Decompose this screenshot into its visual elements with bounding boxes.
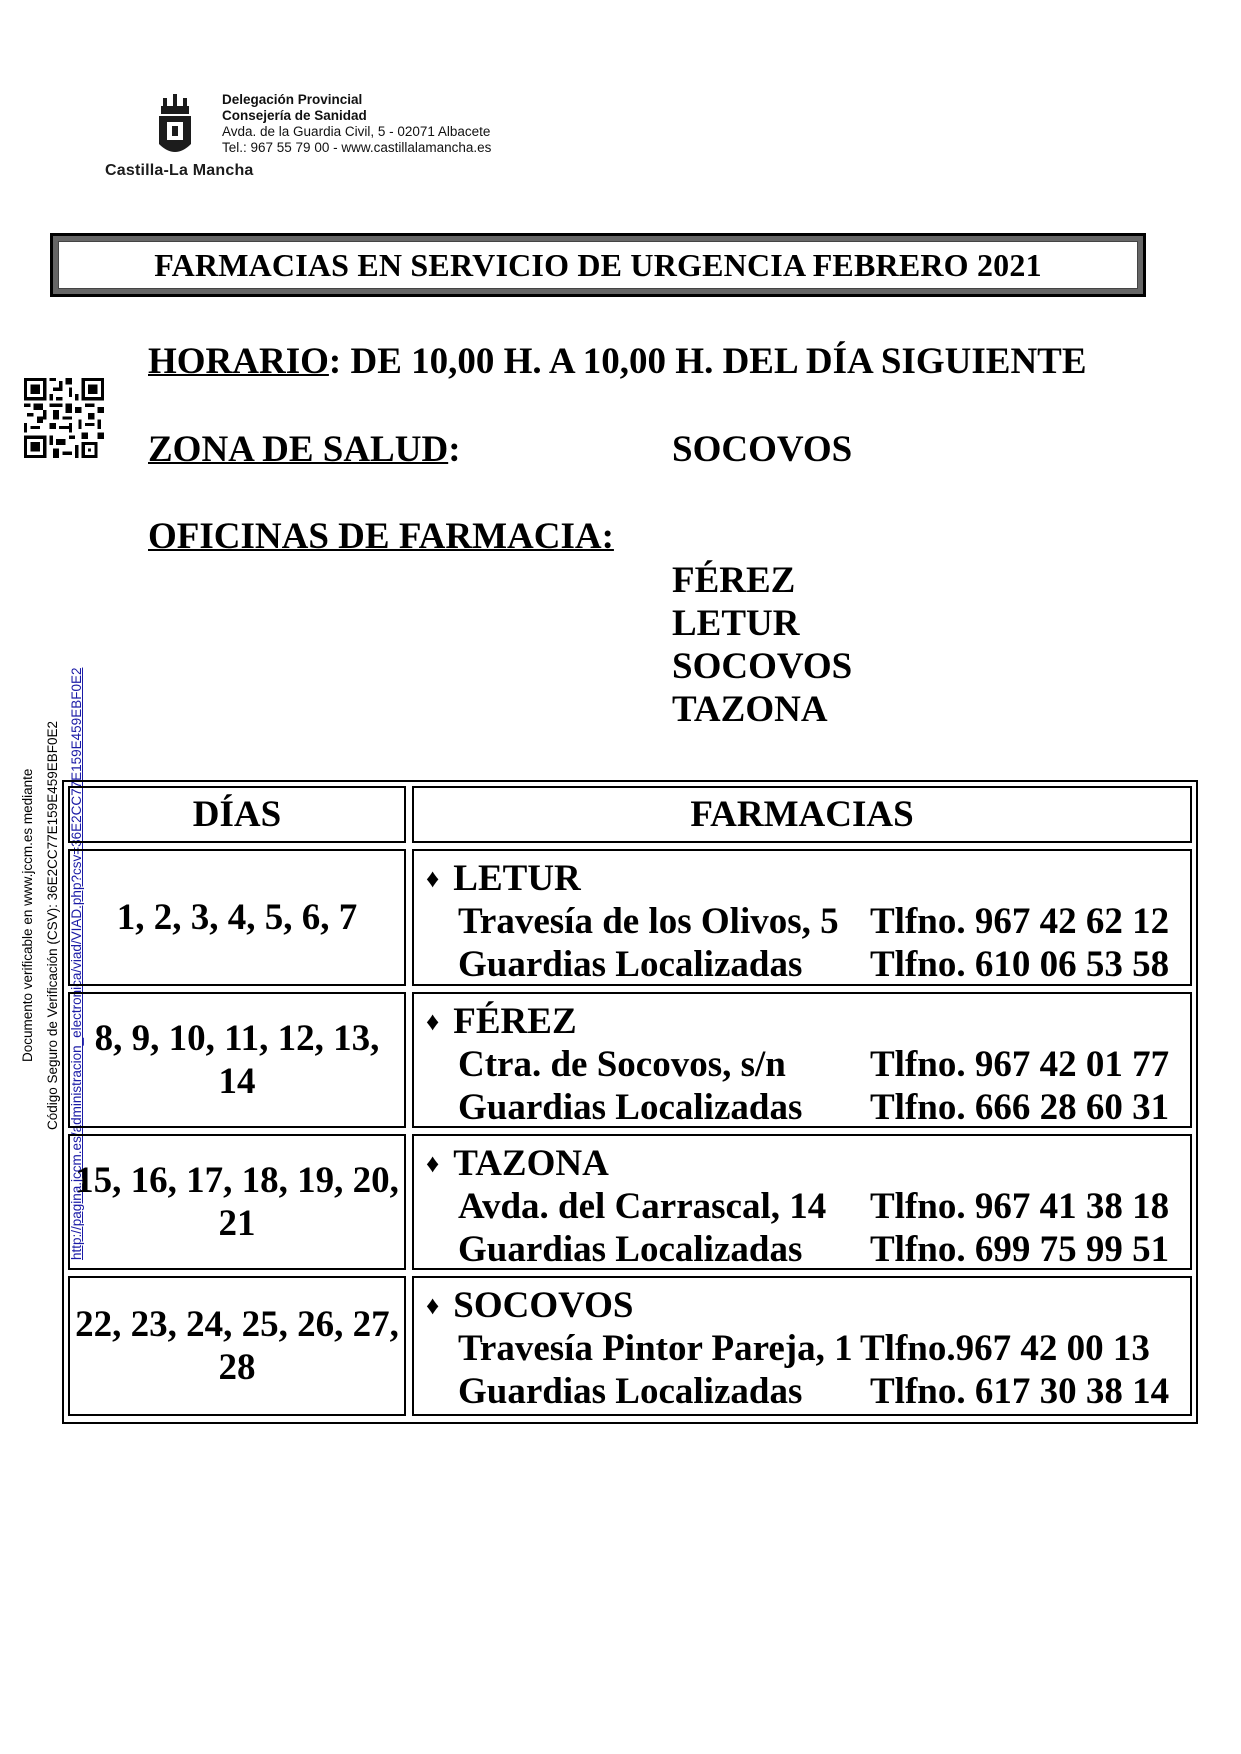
guard-phone: Tlfno. 666 28 60 31 [870,1087,1170,1128]
pharmacy-phone: Tlfno. 967 41 38 18 [870,1186,1170,1227]
pharmacy-address: Ctra. de Socovos, s/n [458,1044,786,1085]
oficina-item: LETUR [672,603,800,644]
table-row-pharmacy [412,1134,1192,1270]
zona-colon: : [448,429,461,470]
guard-phone: Tlfno. 610 06 53 58 [870,944,1170,985]
table-row-pharmacy [412,992,1192,1128]
table-row-pharmacy [412,849,1192,986]
table-row-days: 22, 23, 24, 25, 26, 27, 28 [68,1276,406,1416]
diamond-bullet-icon: ♦ [426,1291,440,1320]
pharmacy-address: Avda. del Carrascal, 14 [458,1186,827,1227]
zona-line [148,428,461,471]
pharmacy-phone: Tlfno.967 42 00 13 [860,1328,1150,1369]
org-line-delegacion: Delegación Provincial [222,92,363,107]
horario-value: : DE 10,00 H. A 10,00 H. DEL DÍA SIGUIENTE [328,341,1087,382]
table-row-days: 8, 9, 10, 11, 12, 13, 14 [68,992,406,1128]
csv-code-text: Código Seguro de Verificación (CSV): 36E2CC77E159E459EBF0E2 [45,721,60,1130]
zona-label: ZONA DE SALUD [148,429,449,470]
guard-label: Guardias Localizadas [458,1229,803,1270]
diamond-bullet-icon: ♦ [426,1007,440,1036]
oficina-item: FÉREZ [672,560,796,601]
castle-emblem-icon [153,92,197,162]
qr-code-icon [24,378,104,458]
zona-value: SOCOVOS [672,429,853,470]
column-header-days: DÍAS [68,786,406,843]
org-line-contact: Tel.: 967 55 79 00 - www.castillalamancha.es [222,140,492,155]
logo-text: Castilla-La Mancha [105,162,254,179]
horario-label: HORARIO [148,341,329,382]
pharmacy-name: FÉREZ [453,1001,577,1042]
pharmacy-name: SOCOVOS [453,1285,634,1326]
guard-phone: Tlfno. 699 75 99 51 [870,1229,1170,1270]
page-title: FARMACIAS EN SERVICIO DE URGENCIA FEBRERO 2021 [58,241,1138,289]
pharmacy-phone: Tlfno. 967 42 62 12 [870,901,1170,942]
verification-note: Documento verificable en www.jccm.es mediante [20,768,35,1062]
diamond-bullet-icon: ♦ [426,864,440,893]
guard-label: Guardias Localizadas [458,1087,803,1128]
diamond-bullet-icon: ♦ [426,1149,440,1178]
schedule-table [62,780,1198,1424]
guard-label: Guardias Localizadas [458,1371,803,1412]
pharmacy-phone: Tlfno. 967 42 01 77 [870,1044,1170,1085]
horario-line [148,340,1087,383]
table-row-days: 15, 16, 17, 18, 19, 20, 21 [68,1134,406,1270]
title-box [50,233,1146,297]
table-row-pharmacy [412,1276,1192,1416]
pharmacy-address: Travesía de los Olivos, 5 [458,901,839,942]
column-header-farmacias: FARMACIAS [412,786,1192,843]
pharmacy-name: LETUR [453,858,581,899]
org-line-consejeria: Consejería de Sanidad [222,108,367,123]
guard-label: Guardias Localizadas [458,944,803,985]
organization-block [222,92,491,156]
org-line-address: Avda. de la Guardia Civil, 5 - 02071 Albacete [222,124,491,139]
verification-link[interactable]: http://pagina.jccm.es/administracion_electronica/viad/VIAD.php?csv=36E2CC77E159E459EBF0E2 [69,667,84,1260]
oficina-item: TAZONA [672,689,828,730]
guard-phone: Tlfno. 617 30 38 14 [870,1371,1170,1412]
oficina-item: SOCOVOS [672,646,853,687]
table-row-days: 1, 2, 3, 4, 5, 6, 7 [68,849,406,986]
pharmacy-name: TAZONA [453,1143,609,1184]
oficinas-label: OFICINAS DE FARMACIA: [148,516,614,557]
pharmacy-address: Travesía Pintor Pareja, 1 [458,1328,853,1369]
